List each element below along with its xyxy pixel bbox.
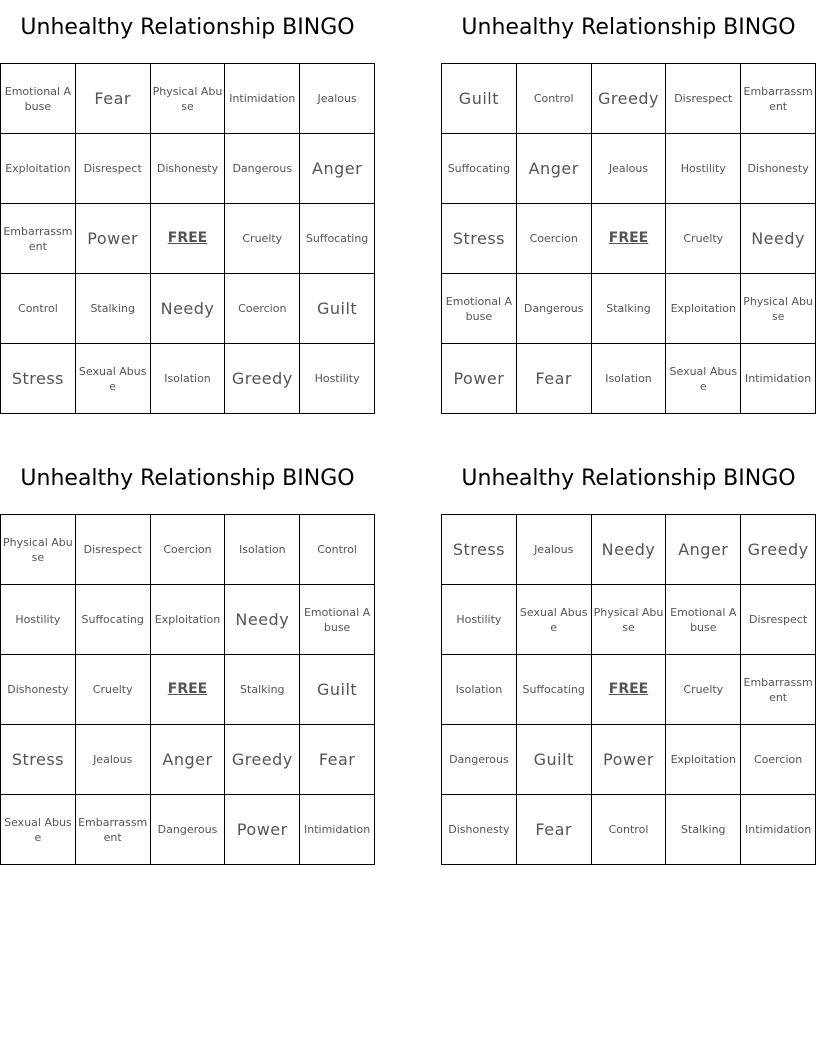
bingo-cell: Control	[1, 274, 76, 344]
bingo-cell: Power	[442, 344, 517, 414]
bingo-cell: Power	[592, 725, 667, 795]
bingo-cell: Guilt	[517, 725, 592, 795]
bingo-cell: Guilt	[300, 274, 375, 344]
bingo-grid	[441, 514, 816, 865]
bingo-cell: Fear	[76, 64, 151, 134]
bingo-cell: Control	[300, 515, 375, 585]
bingo-cell: Disrespect	[666, 64, 741, 134]
bingo-cell: Suffocating	[442, 134, 517, 204]
bingo-cell: Greedy	[225, 725, 300, 795]
bingo-cell: Emotional Abuse	[666, 585, 741, 655]
bingo-cell: Hostility	[1, 585, 76, 655]
bingo-cell: Jealous	[592, 134, 667, 204]
bingo-cell: Coercion	[517, 204, 592, 274]
bingo-cell: Control	[592, 795, 667, 865]
bingo-cell: Physical Abuse	[741, 274, 816, 344]
bingo-cell: Sexual Abuse	[76, 344, 151, 414]
bingo-cell: Power	[225, 795, 300, 865]
bingo-cell: Stress	[442, 204, 517, 274]
bingo-cell: Cruelty	[225, 204, 300, 274]
bingo-cell: Fear	[517, 795, 592, 865]
bingo-cell: Coercion	[741, 725, 816, 795]
bingo-cell: Isolation	[225, 515, 300, 585]
bingo-cell: Control	[517, 64, 592, 134]
bingo-cell: Hostility	[300, 344, 375, 414]
bingo-cell: Suffocating	[76, 585, 151, 655]
bingo-cell: Isolation	[442, 655, 517, 725]
bingo-cell: Stalking	[225, 655, 300, 725]
card-title: Unhealthy Relationship BINGO	[20, 466, 355, 491]
free-space-cell: FREE	[151, 655, 226, 725]
bingo-cell: Disrespect	[76, 515, 151, 585]
bingo-cell: Guilt	[300, 655, 375, 725]
bingo-cell: Jealous	[300, 64, 375, 134]
bingo-cell: Emotional Abuse	[300, 585, 375, 655]
bingo-cell: Sexual Abuse	[666, 344, 741, 414]
bingo-cell: Embarrassment	[741, 655, 816, 725]
card-title: Unhealthy Relationship BINGO	[461, 15, 796, 40]
bingo-cell: Greedy	[592, 64, 667, 134]
bingo-cell: Intimidation	[741, 795, 816, 865]
bingo-cell: Intimidation	[300, 795, 375, 865]
bingo-cell: Greedy	[225, 344, 300, 414]
bingo-cell: Hostility	[666, 134, 741, 204]
bingo-cell: Dangerous	[442, 725, 517, 795]
bingo-cell: Needy	[592, 515, 667, 585]
bingo-cell: Stress	[442, 515, 517, 585]
free-space-cell: FREE	[592, 655, 667, 725]
bingo-cell: Embarrassment	[741, 64, 816, 134]
bingo-cell: Sexual Abuse	[1, 795, 76, 865]
bingo-cell: Stalking	[76, 274, 151, 344]
bingo-cell: Disrespect	[76, 134, 151, 204]
bingo-cell: Stress	[1, 725, 76, 795]
bingo-cell: Guilt	[442, 64, 517, 134]
bingo-cell: Coercion	[151, 515, 226, 585]
bingo-cell: Intimidation	[225, 64, 300, 134]
bingo-cell: Physical Abuse	[1, 515, 76, 585]
bingo-cell: Emotional Abuse	[442, 274, 517, 344]
bingo-grid	[441, 63, 816, 414]
bingo-cell: Anger	[151, 725, 226, 795]
bingo-cell: Emotional Abuse	[1, 64, 76, 134]
bingo-cell: Cruelty	[666, 655, 741, 725]
card-title: Unhealthy Relationship BINGO	[461, 466, 796, 491]
bingo-cell: Physical Abuse	[151, 64, 226, 134]
bingo-cell: Exploitation	[666, 725, 741, 795]
bingo-cell: Hostility	[442, 585, 517, 655]
bingo-cell: Needy	[225, 585, 300, 655]
bingo-cell: Jealous	[517, 515, 592, 585]
bingo-cell: Needy	[741, 204, 816, 274]
bingo-cell: Fear	[517, 344, 592, 414]
card-title: Unhealthy Relationship BINGO	[20, 15, 355, 40]
bingo-cell: Stalking	[592, 274, 667, 344]
bingo-cell: Fear	[300, 725, 375, 795]
bingo-cell: Dishonesty	[741, 134, 816, 204]
bingo-cell: Anger	[300, 134, 375, 204]
free-space-cell: FREE	[151, 204, 226, 274]
bingo-cell: Dishonesty	[1, 655, 76, 725]
bingo-cell: Needy	[151, 274, 226, 344]
bingo-cell: Intimidation	[741, 344, 816, 414]
bingo-cell: Dishonesty	[151, 134, 226, 204]
bingo-grid	[0, 514, 375, 865]
bingo-grid	[0, 63, 375, 414]
bingo-cell: Dishonesty	[442, 795, 517, 865]
bingo-cell: Suffocating	[517, 655, 592, 725]
bingo-cell: Stalking	[666, 795, 741, 865]
bingo-cell: Anger	[517, 134, 592, 204]
bingo-cell: Greedy	[741, 515, 816, 585]
bingo-cell: Exploitation	[1, 134, 76, 204]
bingo-cell: Cruelty	[76, 655, 151, 725]
bingo-cell: Exploitation	[666, 274, 741, 344]
bingo-cell: Isolation	[151, 344, 226, 414]
bingo-cell: Dangerous	[225, 134, 300, 204]
bingo-cell: Power	[76, 204, 151, 274]
bingo-cell: Suffocating	[300, 204, 375, 274]
bingo-cell: Cruelty	[666, 204, 741, 274]
bingo-cell: Disrespect	[741, 585, 816, 655]
free-space-cell: FREE	[592, 204, 667, 274]
bingo-cell: Jealous	[76, 725, 151, 795]
bingo-cell: Stress	[1, 344, 76, 414]
bingo-cell: Coercion	[225, 274, 300, 344]
bingo-cell: Sexual Abuse	[517, 585, 592, 655]
bingo-cell: Dangerous	[151, 795, 226, 865]
bingo-cell: Exploitation	[151, 585, 226, 655]
bingo-cell: Embarrassment	[76, 795, 151, 865]
bingo-cell: Physical Abuse	[592, 585, 667, 655]
bingo-cell: Anger	[666, 515, 741, 585]
bingo-cell: Embarrassment	[1, 204, 76, 274]
bingo-cell: Isolation	[592, 344, 667, 414]
bingo-cell: Dangerous	[517, 274, 592, 344]
